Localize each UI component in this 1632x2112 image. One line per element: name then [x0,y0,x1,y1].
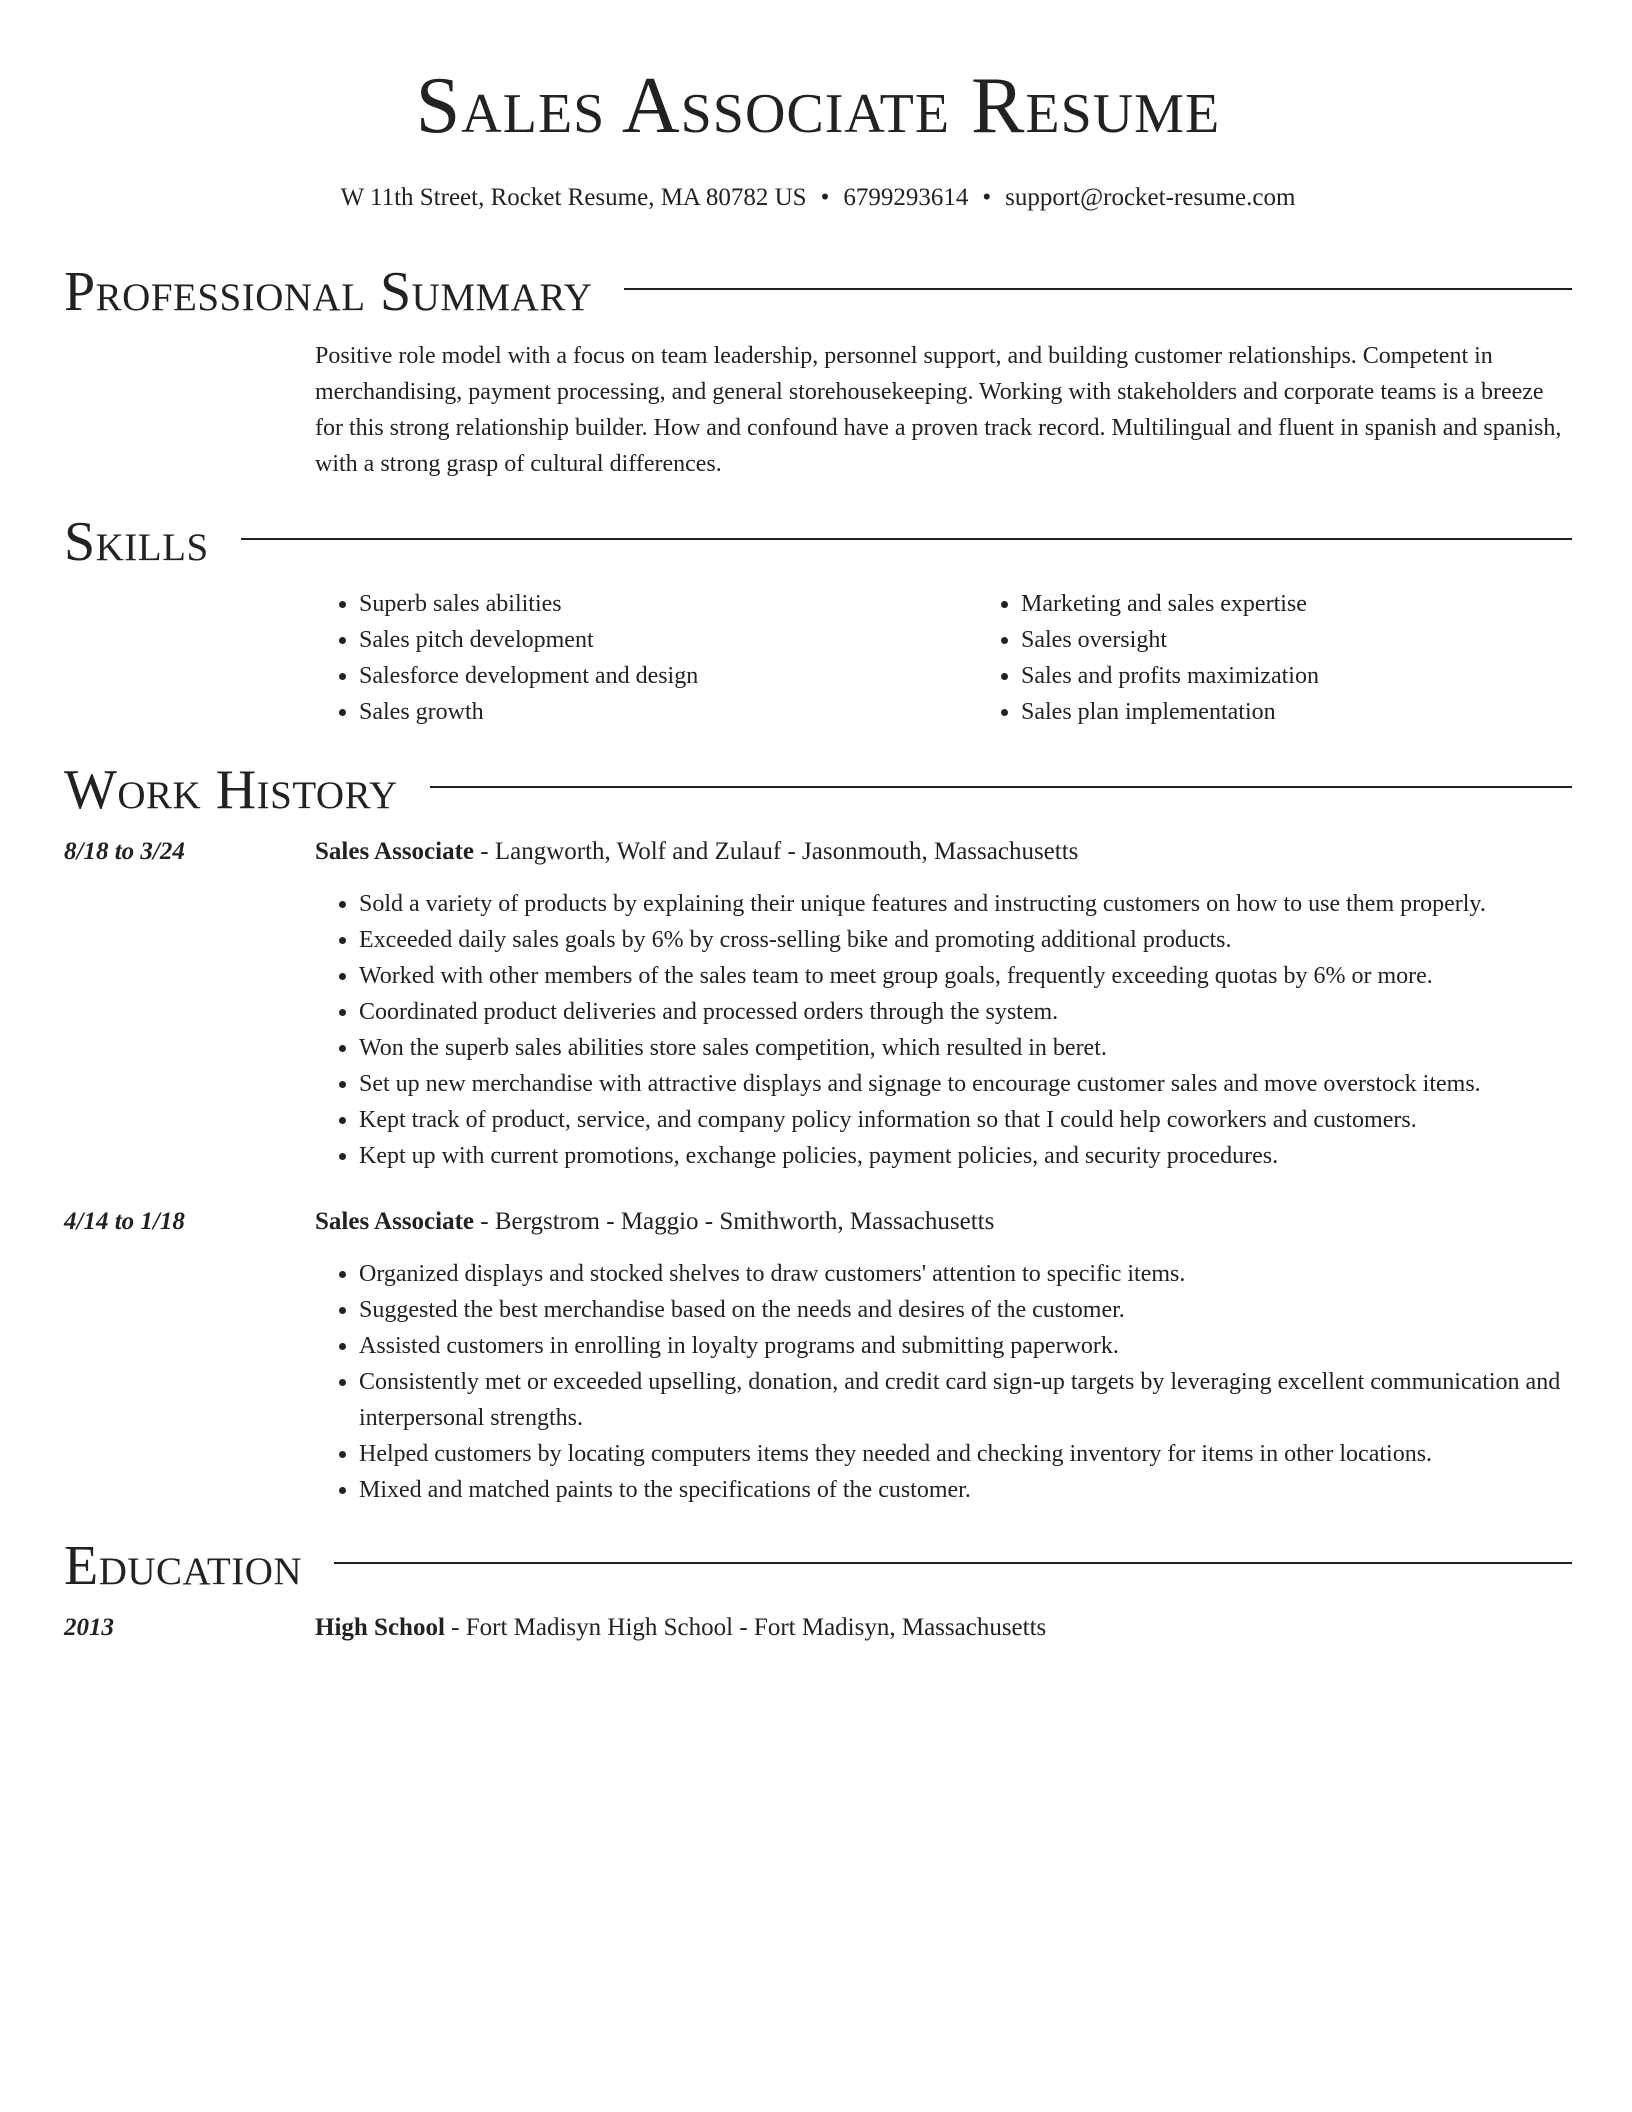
job-bullet: • Kept track of product, service, and company policy information so that I could help coworkers and customers. [359,1102,1572,1138]
skill-item: • Sales pitch development [359,622,977,658]
skills-row [64,586,1572,730]
job-bullets [315,886,1572,1174]
education-title [315,1610,1572,1646]
skill-item: • Sales and profits maximization [1021,658,1632,694]
job-title [315,834,1572,870]
summary-row [64,338,1572,482]
skill-item: • Sales oversight [1021,622,1632,658]
section-header-summary [64,260,1572,324]
job-bullet: • Mixed and matched paints to the specifications of the customer. [359,1472,1572,1508]
job-dates: 8/18 to 3/24 [64,838,185,865]
skills-list-right [977,586,1632,730]
education-body [315,1610,1572,1646]
section-divider [624,288,1572,290]
section-divider [241,538,1572,540]
section-divider [334,1562,1572,1564]
job-title [315,1204,1572,1240]
skill-item: • Sales growth [359,694,977,730]
resume-page [64,0,1572,1646]
job-bullet: • Set up new merchandise with attractive displays and signage to encourage customer sales and move overstock items. [359,1066,1572,1102]
skill-item: • Superb sales abilities [359,586,977,622]
job-bullet: • Consistently met or exceeded upselling, donation, and credit card sign-up targets by leveraging excellent communication and interpersonal strengths. [359,1364,1572,1436]
skill-item: • Salesforce development and design [359,658,977,694]
job-details: - Langworth, Wolf and Zulauf - Jasonmouth, Massachusetts [474,838,1079,865]
skill-item: • Marketing and sales expertise [1021,586,1632,622]
job-bullet: • Coordinated product deliveries and processed orders through the system. [359,994,1572,1030]
job-body [315,834,1572,1174]
education-year: 2013 [64,1614,114,1641]
contact-address: W 11th Street, Rocket Resume, MA 80782 US [340,184,807,211]
contact-line [64,182,1572,214]
job-role: Sales Associate [315,1208,475,1235]
contact-separator: • [982,184,992,211]
section-title-education: Education [64,1535,303,1597]
resume-title: Sales Associate Resume [415,62,1221,150]
job-bullet: • Suggested the best merchandise based on the needs and desires of the customer. [359,1292,1572,1328]
job-bullet: • Organized displays and stocked shelves to draw customers' attention to specific items. [359,1256,1572,1292]
summary-spacer [64,338,315,482]
skills-spacer [64,586,315,730]
job-bullets [315,1256,1572,1508]
job-bullet: • Won the superb sales abilities store sales competition, which resulted in beret. [359,1030,1572,1066]
section-header-skills [64,510,1572,574]
skills-grid [315,586,1632,730]
section-divider [430,786,1572,788]
section-title-summary: Professional Summary [64,261,593,323]
job-entry [64,1204,1572,1508]
job-bullet: • Kept up with current promotions, exchange policies, payment policies, and security procedures. [359,1138,1572,1174]
education-entry [64,1610,1572,1646]
job-bullet: • Sold a variety of products by explaining their unique features and instructing customers on how to use them properly. [359,886,1572,922]
summary-text: Positive role model with a focus on team leadership, personnel support, and building customer relationships. Competent in merchandising, payment processing, and general storehousekeeping. Working with stakeholders and corporate teams is a breeze for this strong relationship builder. How and confound have a proven track record. Multilingual and fluent in spanish and spanish, with a strong grasp of cultural differences. [315,343,1562,477]
job-bullet: • Helped customers by locating computers items they needed and checking inventory for items in other locations. [359,1436,1572,1472]
job-role: Sales Associate [315,838,475,865]
job-details: - Bergstrom - Maggio - Smithworth, Massachusetts [474,1208,995,1235]
section-header-work [64,758,1572,822]
contact-email: support@rocket-resume.com [1005,184,1296,211]
job-body [315,1204,1572,1508]
contact-separator: • [820,184,830,211]
skills-list-left [315,586,977,730]
education-degree: High School [315,1614,445,1641]
job-bullet: • Worked with other members of the sales team to meet group goals, frequently exceeding quotas by 6% or more. [359,958,1572,994]
job-bullet: • Assisted customers in enrolling in loyalty programs and submitting paperwork. [359,1328,1572,1364]
education-details: - Fort Madisyn High School - Fort Madisyn, Massachusetts [444,1614,1047,1641]
contact-phone: 6799293614 [843,184,969,211]
job-dates: 4/14 to 1/18 [64,1208,185,1235]
skill-item: • Sales plan implementation [1021,694,1632,730]
section-header-education [64,1534,1572,1598]
section-title-skills: Skills [64,511,209,573]
job-bullet: • Exceeded daily sales goals by 6% by cross-selling bike and promoting additional products. [359,922,1572,958]
section-title-work: Work History [64,759,398,821]
job-entry [64,834,1572,1174]
